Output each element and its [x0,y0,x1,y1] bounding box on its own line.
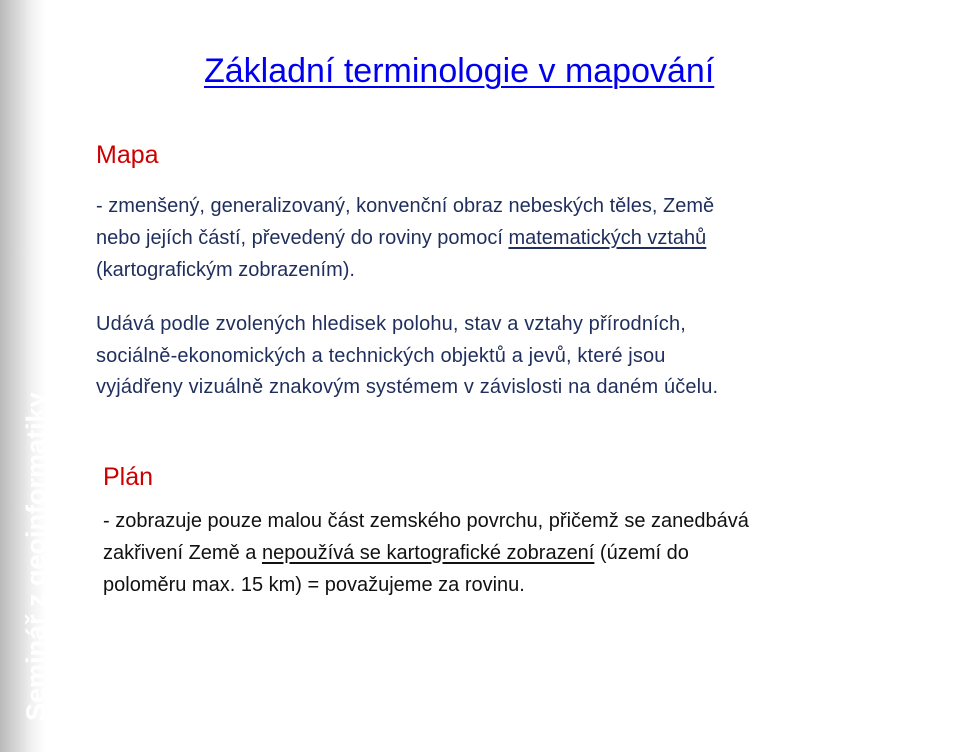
math-relations-term: matematických vztahů [508,227,707,249]
mapa-description-line-3: vyjádřeny vizuálně znakovým systémem v závislosti na daném účelu. [96,376,719,398]
mapa-definition-line-2-text: nebo jejích částí, převedený do roviny pomocí [96,227,509,249]
plan-definition-line-1: - zobrazuje pouze malou část zemského povrchu, přičemž se zanedbává [103,510,749,532]
sidebar-label: Seminář z geoinformatiky [21,392,51,721]
plan-definition-line-2-end: (území do [594,542,689,564]
mapa-definition-line-2 [96,222,714,254]
sidebar-band [0,0,51,752]
no-projection-term: nepoužívá se kartografické zobrazení [261,542,595,564]
heading-mapa: Mapa [96,141,159,169]
mapa-definition-line-1: - zmenšený, generalizovaný, konvenční obraz nebeských těles, Země [96,195,715,217]
page-title: Základní terminologie v mapování [204,52,715,90]
plan-definition [103,505,749,601]
mapa-description-line-2: sociálně-ekonomických a technických objektů a jevů, které jsou [96,344,666,367]
plan-definition-line-2 [103,537,749,569]
mapa-definition [96,190,714,286]
plan-definition-line-2-start: zakřivení Země a [103,542,262,564]
plan-definition-line-3: poloměru max. 15 km) = považujeme za rovinu. [103,574,525,596]
heading-plan: Plán [103,463,154,491]
mapa-definition-line-3: (kartografickým zobrazením). [96,259,355,281]
mapa-description [96,309,718,404]
mapa-description-line-1: Udává podle zvolených hledisek polohu, stav a vztahy přírodních, [96,313,686,335]
